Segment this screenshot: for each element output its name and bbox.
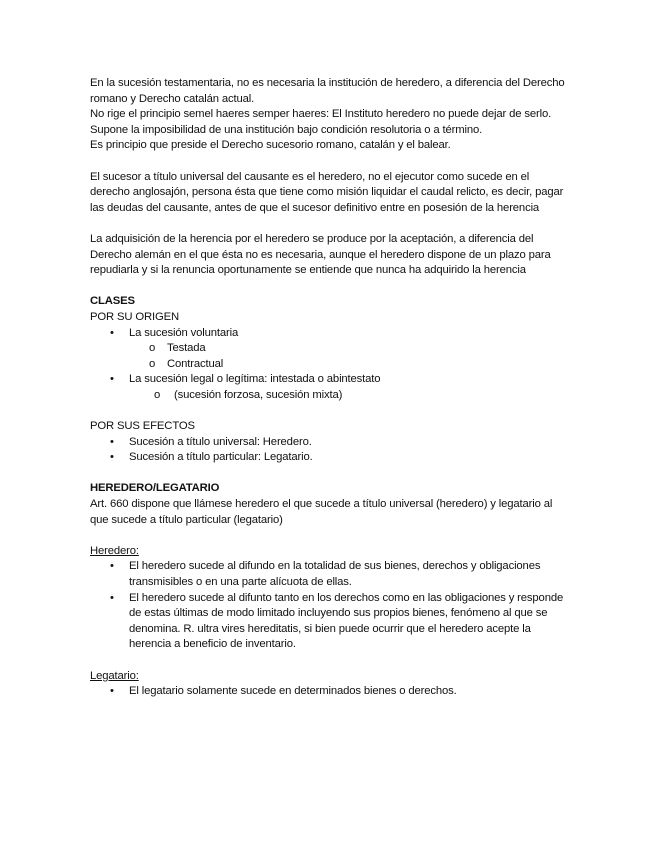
- document-page: [90, 76, 568, 700]
- list-item: [90, 435, 568, 451]
- intro-line-1: En la sucesión testamentaria, no es necesaria la institución de heredero, a diferencia del Derecho romano y Derecho catalán actual.: [90, 77, 565, 105]
- item-voluntaria: La sucesión voluntaria: [129, 326, 239, 339]
- paragraph-art-660: Art. 660 dispone que llámese heredero el que sucede a título universal (heredero) y legatario al que sucede a título particular (legatario): [90, 498, 553, 526]
- circle-bullet-icon: o: [149, 357, 156, 370]
- bullet-icon: •: [110, 451, 114, 464]
- item-universal: Sucesión a título universal: Heredero.: [129, 435, 312, 448]
- subheading-legatario: Legatario:: [90, 669, 139, 682]
- subheading-por-origen: POR SU ORIGEN: [90, 310, 180, 323]
- item-legatario-1: El legatario solamente sucede en determinados bienes o derechos.: [129, 685, 457, 698]
- spacer: [90, 403, 568, 419]
- spacer: [90, 216, 568, 232]
- bullet-icon: •: [110, 435, 114, 448]
- spacer: [90, 653, 568, 669]
- item-legal: La sucesión legal o legítima: intestada o abintestato: [129, 373, 381, 386]
- circle-bullet-icon: o: [154, 388, 161, 401]
- list-por-efectos: [90, 435, 568, 466]
- intro-line-3: Supone la imposibilidad de una institución bajo condición resolutoria o a término.: [90, 123, 483, 136]
- spacer: [90, 279, 568, 295]
- bullet-icon: •: [110, 326, 114, 339]
- spacer: [90, 528, 568, 544]
- list-item: [90, 372, 568, 388]
- bullet-icon: •: [110, 591, 114, 604]
- list-legatario: [90, 684, 568, 700]
- list-por-origen: [90, 326, 568, 404]
- circle-bullet-icon: o: [149, 342, 156, 355]
- item-heredero-1: El heredero sucede al difundo en la totalidad de sus bienes, derechos y obligaciones transmisibles o en una parte alícuota de ellas.: [129, 560, 541, 588]
- intro-line-4: Es principio que preside el Derecho sucesorio romano, catalán y el balear.: [90, 139, 451, 152]
- item-forzosa: (sucesión forzosa, sucesión mixta): [174, 388, 343, 401]
- list-item: [90, 341, 568, 357]
- list-item: [90, 591, 568, 653]
- item-testada: Testada: [167, 342, 206, 355]
- spacer: [90, 466, 568, 482]
- paragraph-adquisicion: La adquisición de la herencia por el heredero se produce por la aceptación, a diferencia del Derecho alemán en el que ésta no es necesaria, aunque el heredero dispone de un plazo para repudiarla y si la renuncia oportunamente se entiende que nunca ha adquirido la herencia: [90, 232, 551, 277]
- bullet-icon: •: [110, 685, 114, 698]
- paragraph-sucesor: El sucesor a título universal del causante es el heredero, no el ejecutor como sucede en el derecho anglosajón, persona ésta que tiene como misión liquidar el caudal relicto, es decir, pagar las deudas del causante, antes de que el sucesor definitivo entre en posesión de la herencia: [90, 170, 564, 214]
- item-particular: Sucesión a título particular: Legatario.: [129, 451, 313, 464]
- bullet-icon: •: [110, 560, 114, 573]
- list-item: [90, 357, 568, 373]
- item-heredero-2: El heredero sucede al difunto tanto en los derechos como en las obligaciones y responde de estas últimas de modo limitado incluyendo sus propios bienes, fenómeno al que se denomina. R. ultra vires hereditatis, si bien puede ocurrir que el heredero acepte la herencia a beneficio de inventario.: [129, 591, 564, 651]
- heading-heredero-legatario: HEREDERO/LEGATARIO: [90, 482, 220, 495]
- item-contractual: Contractual: [167, 357, 224, 370]
- list-item: [90, 684, 568, 700]
- list-item: [90, 559, 568, 590]
- list-heredero: [90, 559, 568, 653]
- bullet-icon: •: [110, 373, 114, 386]
- subheading-por-efectos: POR SUS EFECTOS: [90, 420, 195, 433]
- list-item: [90, 450, 568, 466]
- heading-clases: CLASES: [90, 295, 135, 308]
- intro-line-2: No rige el principio semel haeres semper haeres: El Instituto heredero no puede dejar de serlo.: [90, 108, 552, 121]
- list-item: [90, 326, 568, 342]
- spacer: [90, 154, 568, 170]
- list-item: [90, 388, 568, 404]
- subheading-heredero: Heredero:: [90, 544, 139, 557]
